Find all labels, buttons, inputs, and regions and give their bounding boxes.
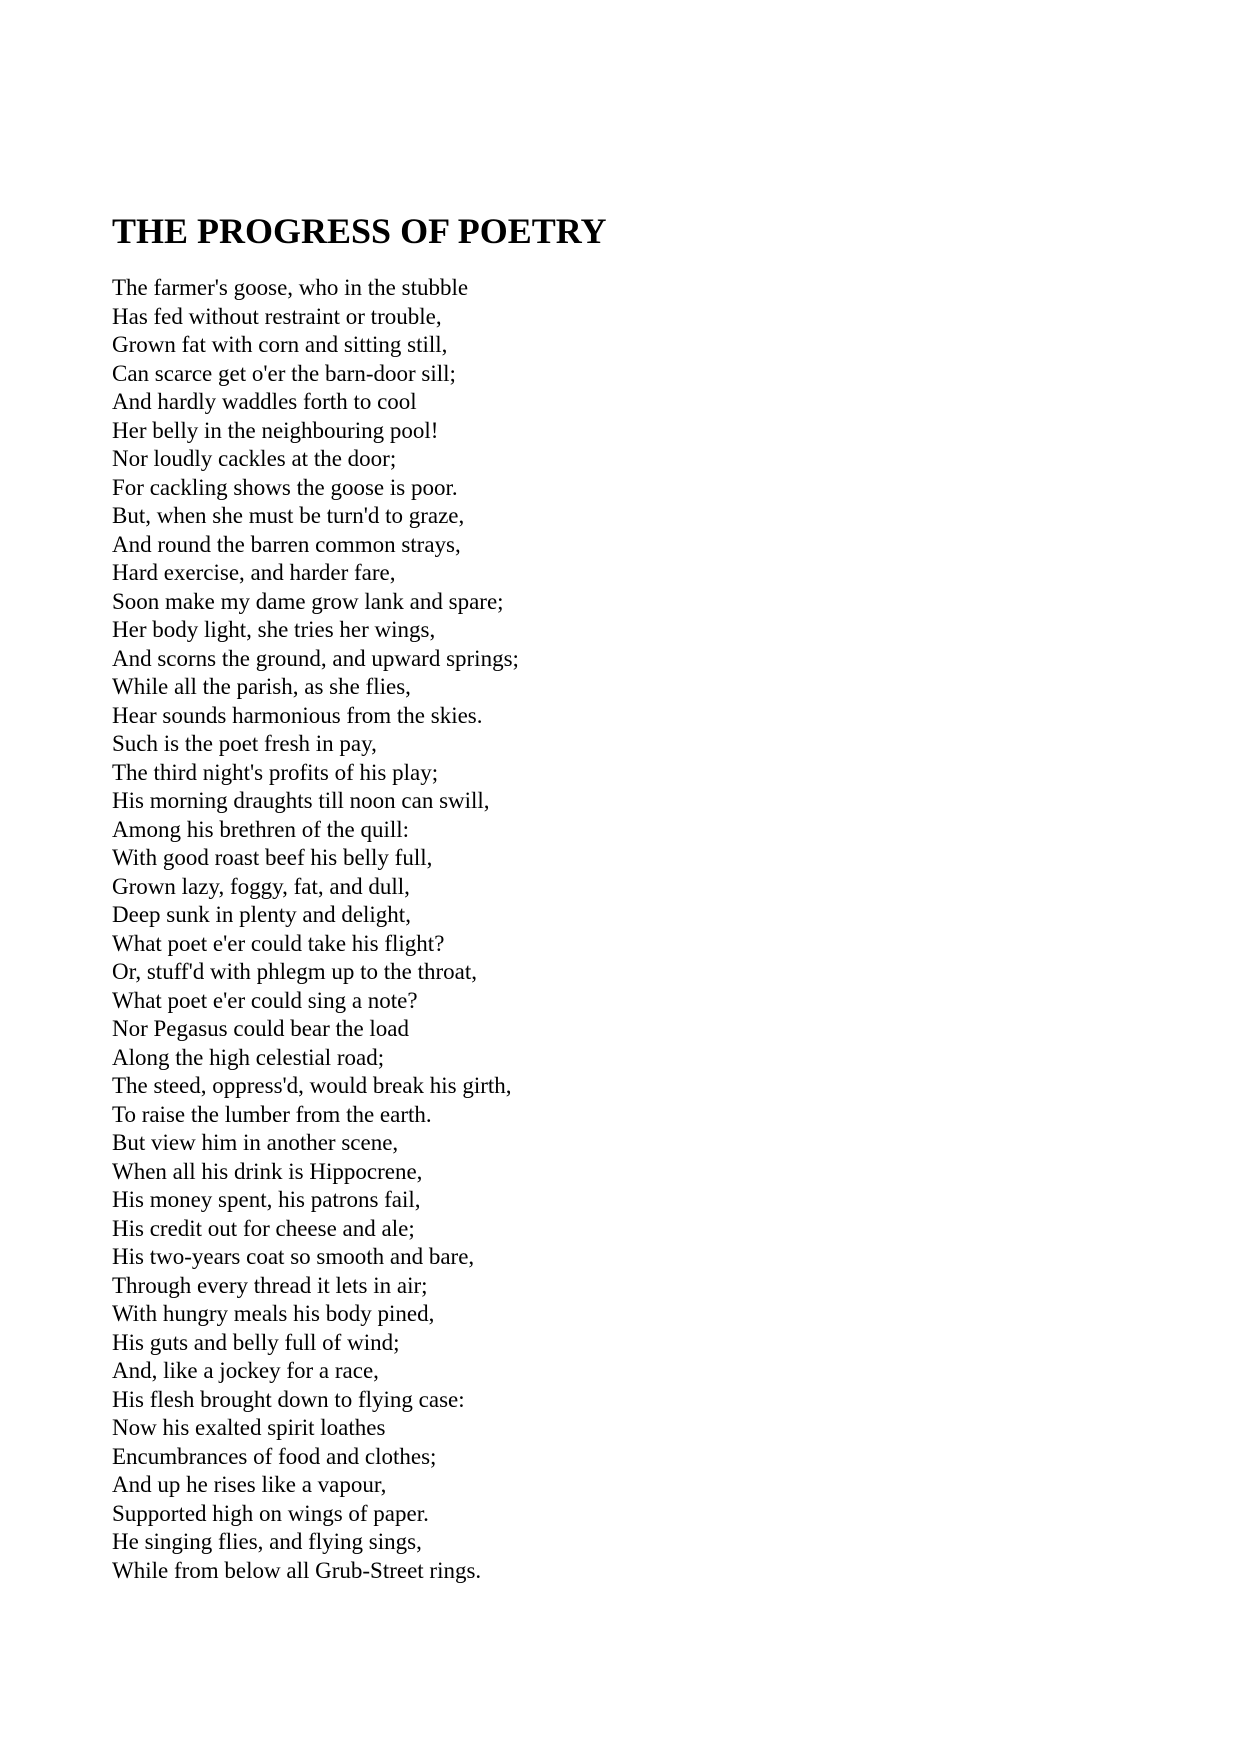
poem-line: With good roast beef his belly full,	[112, 845, 433, 870]
poem-line: The third night's profits of his play;	[112, 759, 439, 785]
poem-line: But, when she must be turn'd to graze,	[112, 503, 465, 528]
poem-line: Hard exercise, and harder fare,	[112, 560, 396, 585]
poem-line: What poet e'er could take his flight?	[112, 930, 445, 956]
poem-line: Can scarce get o'er the barn-door sill;	[112, 360, 456, 386]
poem-line: But view him in another scene,	[112, 1130, 399, 1155]
poem-title: THE PROGRESS OF POETRY	[112, 211, 607, 251]
poem-line: The farmer's goose, who in the stubble	[112, 275, 469, 300]
poem-line: Now his exalted spirit loathes	[112, 1415, 386, 1440]
poem-line: To raise the lumber from the earth.	[112, 1101, 432, 1127]
poem-line: Her body light, she tries her wings,	[112, 617, 436, 642]
poem-line: His flesh brought down to flying case:	[112, 1386, 465, 1412]
poem-line: His credit out for cheese and ale;	[112, 1215, 415, 1241]
poem-line: Encumbrances of food and clothes;	[112, 1443, 437, 1469]
poem-line: Such is the poet fresh in pay,	[112, 731, 377, 756]
poem-line: His morning draughts till noon can swill,	[112, 788, 490, 813]
poem-line: While all the parish, as she flies,	[112, 674, 411, 699]
poem-line: Supported high on wings of paper.	[112, 1500, 429, 1526]
poem-line: Deep sunk in plenty and delight,	[112, 902, 411, 927]
poem-line: While from below all Grub-Street rings.	[112, 1557, 482, 1583]
poem-line: Nor loudly cackles at the door;	[112, 446, 397, 471]
poem-line: Grown fat with corn and sitting still,	[112, 332, 448, 357]
poem-line: Along the high celestial road;	[112, 1044, 385, 1070]
poem-line: And up he rises like a vapour,	[112, 1472, 387, 1497]
poem-line: Nor Pegasus could bear the load	[112, 1016, 410, 1041]
poem-line: And round the barren common strays,	[112, 531, 461, 557]
poem-line: Grown lazy, foggy, fat, and dull,	[112, 873, 410, 899]
poem-line: His money spent, his patrons fail,	[112, 1187, 421, 1212]
poem-line: Among his brethren of the quill:	[112, 816, 410, 842]
poem-line: Hear sounds harmonious from the skies.	[112, 702, 483, 728]
poem-line: What poet e'er could sing a note?	[112, 987, 418, 1013]
poem-line: Through every thread it lets in air;	[112, 1272, 428, 1298]
poem-body	[112, 274, 519, 1585]
poem-line: His guts and belly full of wind;	[112, 1329, 400, 1355]
poem-line: When all his drink is Hippocrene,	[112, 1158, 423, 1184]
poem-line: For cackling shows the goose is poor.	[112, 474, 458, 500]
poem-line: Soon make my dame grow lank and spare;	[112, 588, 504, 614]
poem-line: Or, stuff'd with phlegm up to the throat,	[112, 959, 478, 984]
poem-line: He singing flies, and flying sings,	[112, 1529, 422, 1554]
poem-line: Her belly in the neighbouring pool!	[112, 417, 439, 443]
poem-line: Has fed without restraint or trouble,	[112, 303, 442, 329]
poem-line: With hungry meals his body pined,	[112, 1301, 435, 1326]
poem-line: And scorns the ground, and upward springs;	[112, 645, 519, 671]
poem-line: And hardly waddles forth to cool	[112, 389, 417, 414]
poem-line: The steed, oppress'd, would break his girth,	[112, 1073, 512, 1098]
poem-line: And, like a jockey for a race,	[112, 1358, 379, 1383]
poem-line: His two-years coat so smooth and bare,	[112, 1244, 475, 1269]
